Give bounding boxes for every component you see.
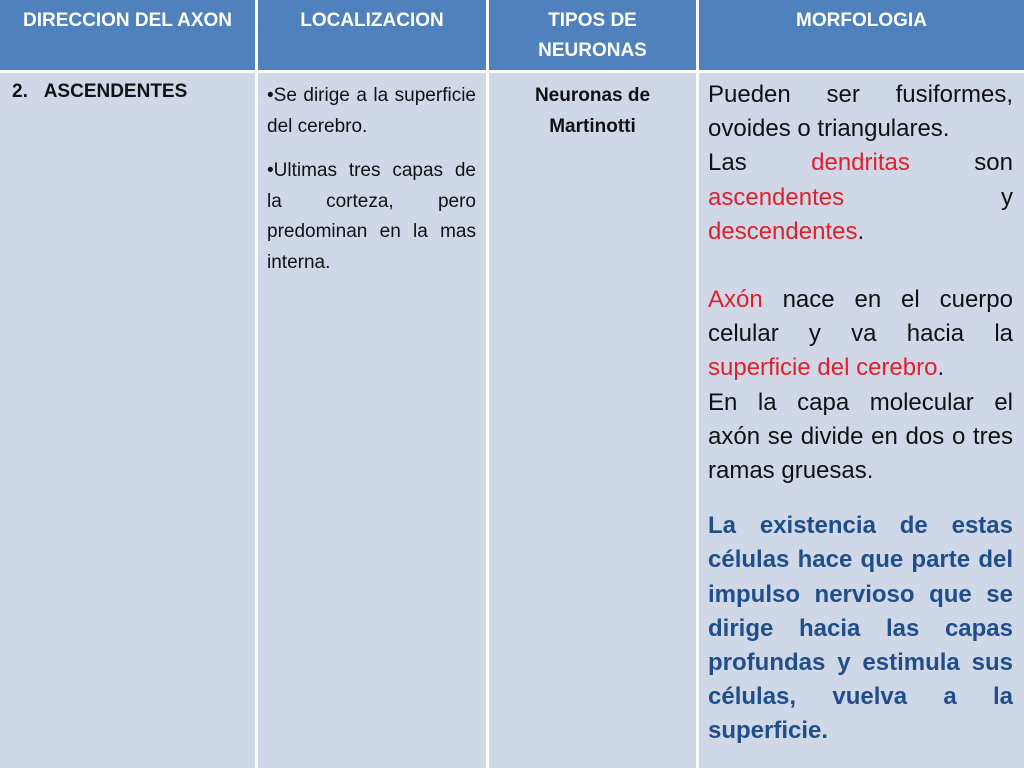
morf-highlight: descendentes: [708, 217, 858, 245]
morf-text: son: [909, 149, 1013, 177]
header-morfologia: MORFOLOGIA: [699, 0, 1024, 70]
morf-text: Las: [708, 149, 812, 177]
header-direccion: DIRECCION DEL AXON: [0, 0, 255, 70]
cell-direccion: [0, 73, 255, 768]
spacer: [708, 488, 1013, 509]
morf-text: nace en el cuerpo celular y va hacia la: [708, 286, 1013, 348]
header-localizacion: LOCALIZACION: [258, 0, 486, 70]
morf-text: .: [937, 354, 945, 382]
localizacion-item: •Ultimas tres capas de la corteza, pero predominan en la mas interna.: [267, 160, 476, 273]
direccion-label: ASCENDENTES: [43, 81, 188, 102]
header-tipos-line1: TIPOS DE: [548, 10, 637, 31]
tipo-line2: Martinotti: [549, 116, 636, 137]
morf-highlight: superficie del cerebro: [708, 354, 938, 382]
cell-morfologia: [699, 73, 1024, 768]
morf-paragraph-1: Pueden ser fusiformes, ovoides o triangulares.: [708, 81, 1013, 143]
tipo-line1: Neuronas de: [534, 85, 651, 106]
morf-text: .: [857, 217, 865, 245]
morf-paragraph-4: En la capa molecular el axón se divide en dos o tres ramas gruesas.: [708, 388, 1013, 485]
cell-localizacion: [258, 73, 486, 768]
header-tipos: [489, 0, 696, 70]
localizacion-item: •Se dirige a la superficie del cerebro.: [267, 85, 476, 137]
header-tipos-line2: NEURONAS: [538, 40, 647, 61]
spacer: [708, 249, 1013, 283]
morf-text: y: [844, 183, 1013, 211]
cell-tipo: [489, 73, 696, 768]
morf-paragraph-2: [708, 146, 1013, 249]
morf-highlight: Axón: [708, 286, 763, 314]
morf-highlight: ascendentes: [708, 183, 845, 211]
morf-paragraph-3: [708, 283, 1013, 386]
morf-paragraph-5: La existencia de estas células hace que parte del impulso nervioso que se dirige hacia las capas profundas y estimula sus células, vuelva a la superficie.: [708, 512, 1013, 745]
direccion-number: 2.: [12, 81, 28, 102]
morf-highlight: dendritas: [811, 149, 910, 177]
